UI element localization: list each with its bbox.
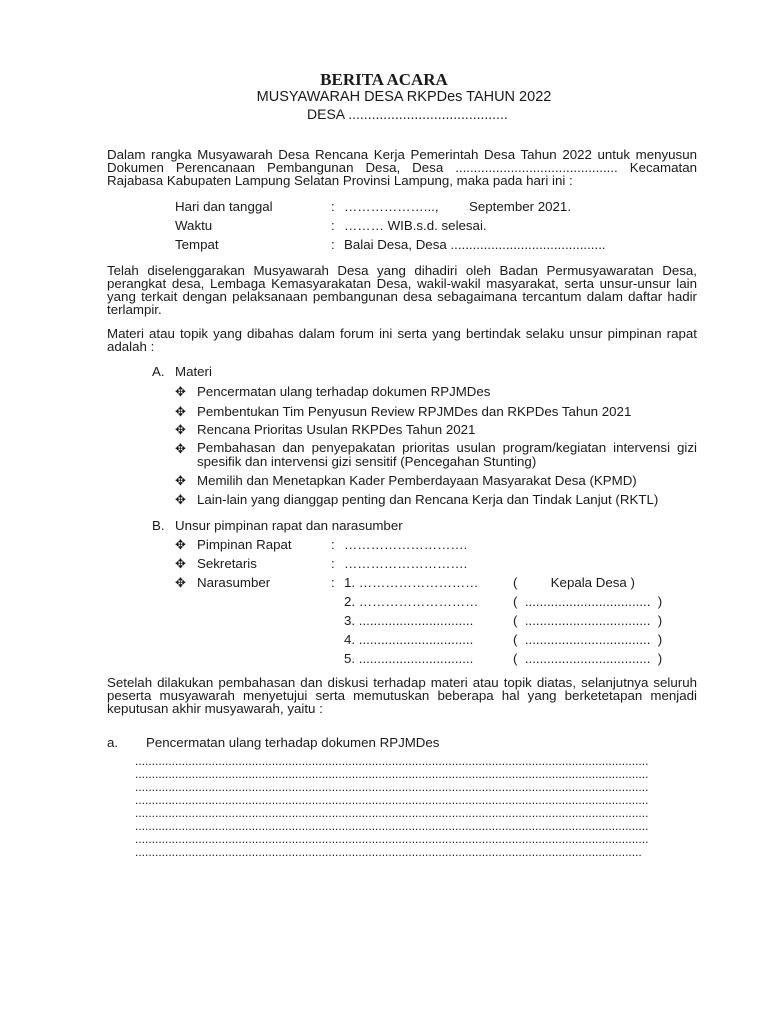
topic-paragraph: Materi atau topik yang dibahas dalam forum ini serta yang bertindak selaku unsur pimpinan rapat adalah : bbox=[107, 326, 697, 354]
schedule-colon: : bbox=[331, 199, 335, 214]
narasumber-colon: : bbox=[331, 575, 335, 590]
sekretaris-value: ………………………. bbox=[344, 556, 468, 571]
schedule-label-time: Waktu bbox=[175, 218, 213, 233]
materi-item: Pembentukan Tim Penyusun Review RPJMDes dan RKPDes Tahun 2021 bbox=[197, 404, 632, 419]
dotted-line: ........................................................................................................................................................ bbox=[135, 846, 642, 859]
bullet-icon: ✥ bbox=[175, 492, 186, 507]
narasumber-1-role: ( Kepala Desa ) bbox=[513, 575, 635, 590]
decision-a-marker: a. bbox=[107, 735, 119, 750]
narasumber-5-role: ( .................................. ) bbox=[513, 651, 663, 666]
bullet-icon: ✥ bbox=[175, 537, 186, 552]
pimpinan-value: ………………………. bbox=[344, 537, 468, 552]
narasumber-4-role: ( .................................. ) bbox=[513, 632, 663, 647]
narasumber-2-value: 2. ……………………… bbox=[344, 594, 479, 609]
dotted-line: .......................................................................................................................................................... bbox=[135, 794, 649, 807]
materi-item: Rencana Prioritas Usulan RKPDes Tahun 2021 bbox=[197, 422, 476, 437]
schedule-label-date: Hari dan tanggal bbox=[175, 199, 273, 214]
pimpinan-colon: : bbox=[331, 537, 335, 552]
materi-item: Lain-lain yang dianggap penting dan Rencana Kerja dan Tindak Lanjut (RKTL) bbox=[197, 492, 659, 507]
bullet-icon: ✥ bbox=[175, 473, 186, 488]
section-b-title: Unsur pimpinan rapat dan narasumber bbox=[175, 518, 403, 533]
document-subtitle: MUSYAWARAH DESA RKPDes TAHUN 2022 bbox=[256, 89, 552, 105]
bullet-icon: ✥ bbox=[175, 404, 186, 419]
dotted-line: .......................................................................................................................................................... bbox=[135, 768, 649, 781]
intro-paragraph: Dalam rangka Musyawarah Desa Rencana Kerja Pemerintah Desa Tahun 2022 untuk menyusun Dokumen Perencanaan Pembangunan Desa, Desa ............................................ Kecamatan Rajabasa Kabupaten Lampung Selatan Provinsi Lampung, maka pada hari ini : bbox=[107, 147, 697, 188]
pimpinan-label: Pimpinan Rapat bbox=[197, 537, 292, 552]
schedule-label-place: Tempat bbox=[175, 237, 219, 252]
materi-item: Memilih dan Menetapkan Kader Pemberdayaan Masyarakat Desa (KPMD) bbox=[197, 473, 637, 488]
materi-item: Pembahasan dan penyepakatan prioritas usulan program/kegiatan intervensi gizi spesifik dan intervensi gizi sensitif (Pencegahan Stunting) bbox=[197, 440, 697, 469]
section-a-marker: A. bbox=[152, 364, 165, 379]
dotted-line: .......................................................................................................................................................... bbox=[135, 807, 649, 820]
bullet-icon: ✥ bbox=[175, 556, 186, 571]
schedule-value-time: ……… WIB.s.d. selesai. bbox=[344, 218, 487, 233]
dotted-line: .......................................................................................................................................................... bbox=[135, 755, 649, 768]
decision-paragraph: Setelah dilakukan pembahasan dan diskusi terhadap materi atau topik diatas, selanjutnya seluruh peserta musyawarah menyetujui serta memutuskan beberapa hal yang berketetapan menjadi keputusan akhir musyawarah, yaitu : bbox=[107, 675, 697, 716]
decision-a-title: Pencermatan ulang terhadap dokumen RPJMDes bbox=[146, 735, 440, 750]
schedule-value-month: September 2021. bbox=[469, 199, 572, 214]
dotted-line: .......................................................................................................................................................... bbox=[135, 833, 649, 846]
narasumber-3-role: ( .................................. ) bbox=[513, 613, 663, 628]
dotted-line: .......................................................................................................................................................... bbox=[135, 781, 649, 794]
narasumber-3-value: 3. ............................... bbox=[344, 613, 474, 628]
document-title: BERITA ACARA bbox=[320, 70, 448, 89]
schedule-value-date: ………………..., bbox=[344, 199, 439, 214]
narasumber-label: Narasumber bbox=[197, 575, 271, 590]
sekretaris-label: Sekretaris bbox=[197, 556, 257, 571]
attendance-paragraph: Telah diselenggarakan Musyawarah Desa yang dihadiri oleh Badan Permusyawaratan Desa, perangkat desa, Lembaga Kemasyarakatan Desa, wakil-wakil masyarakat, serta unsur-unsur lain yang terkait dengan pelaksanaan pembangunan desa sebagaimana tercantum dalam daftar hadir terlampir. bbox=[107, 263, 697, 317]
narasumber-1-value: 1. ……………………… bbox=[344, 575, 479, 590]
bullet-icon: ✥ bbox=[175, 575, 186, 590]
schedule-value-place: Balai Desa, Desa .......................................... bbox=[344, 237, 606, 252]
dotted-line: .......................................................................................................................................................... bbox=[135, 820, 649, 833]
section-a-title: Materi bbox=[175, 364, 212, 379]
desa-line: DESA ......................................... bbox=[307, 106, 508, 122]
narasumber-4-value: 4. ............................... bbox=[344, 632, 474, 647]
bullet-icon: ✥ bbox=[175, 422, 186, 437]
materi-item: Pencermatan ulang terhadap dokumen RPJMDes bbox=[197, 384, 491, 399]
schedule-colon: : bbox=[331, 237, 335, 252]
bullet-icon: ✥ bbox=[175, 441, 186, 456]
narasumber-2-role: ( .................................. ) bbox=[513, 594, 663, 609]
narasumber-5-value: 5. ............................... bbox=[344, 651, 474, 666]
bullet-icon: ✥ bbox=[175, 384, 186, 399]
section-b-marker: B. bbox=[152, 518, 165, 533]
sekretaris-colon: : bbox=[331, 556, 335, 571]
schedule-colon: : bbox=[331, 218, 335, 233]
